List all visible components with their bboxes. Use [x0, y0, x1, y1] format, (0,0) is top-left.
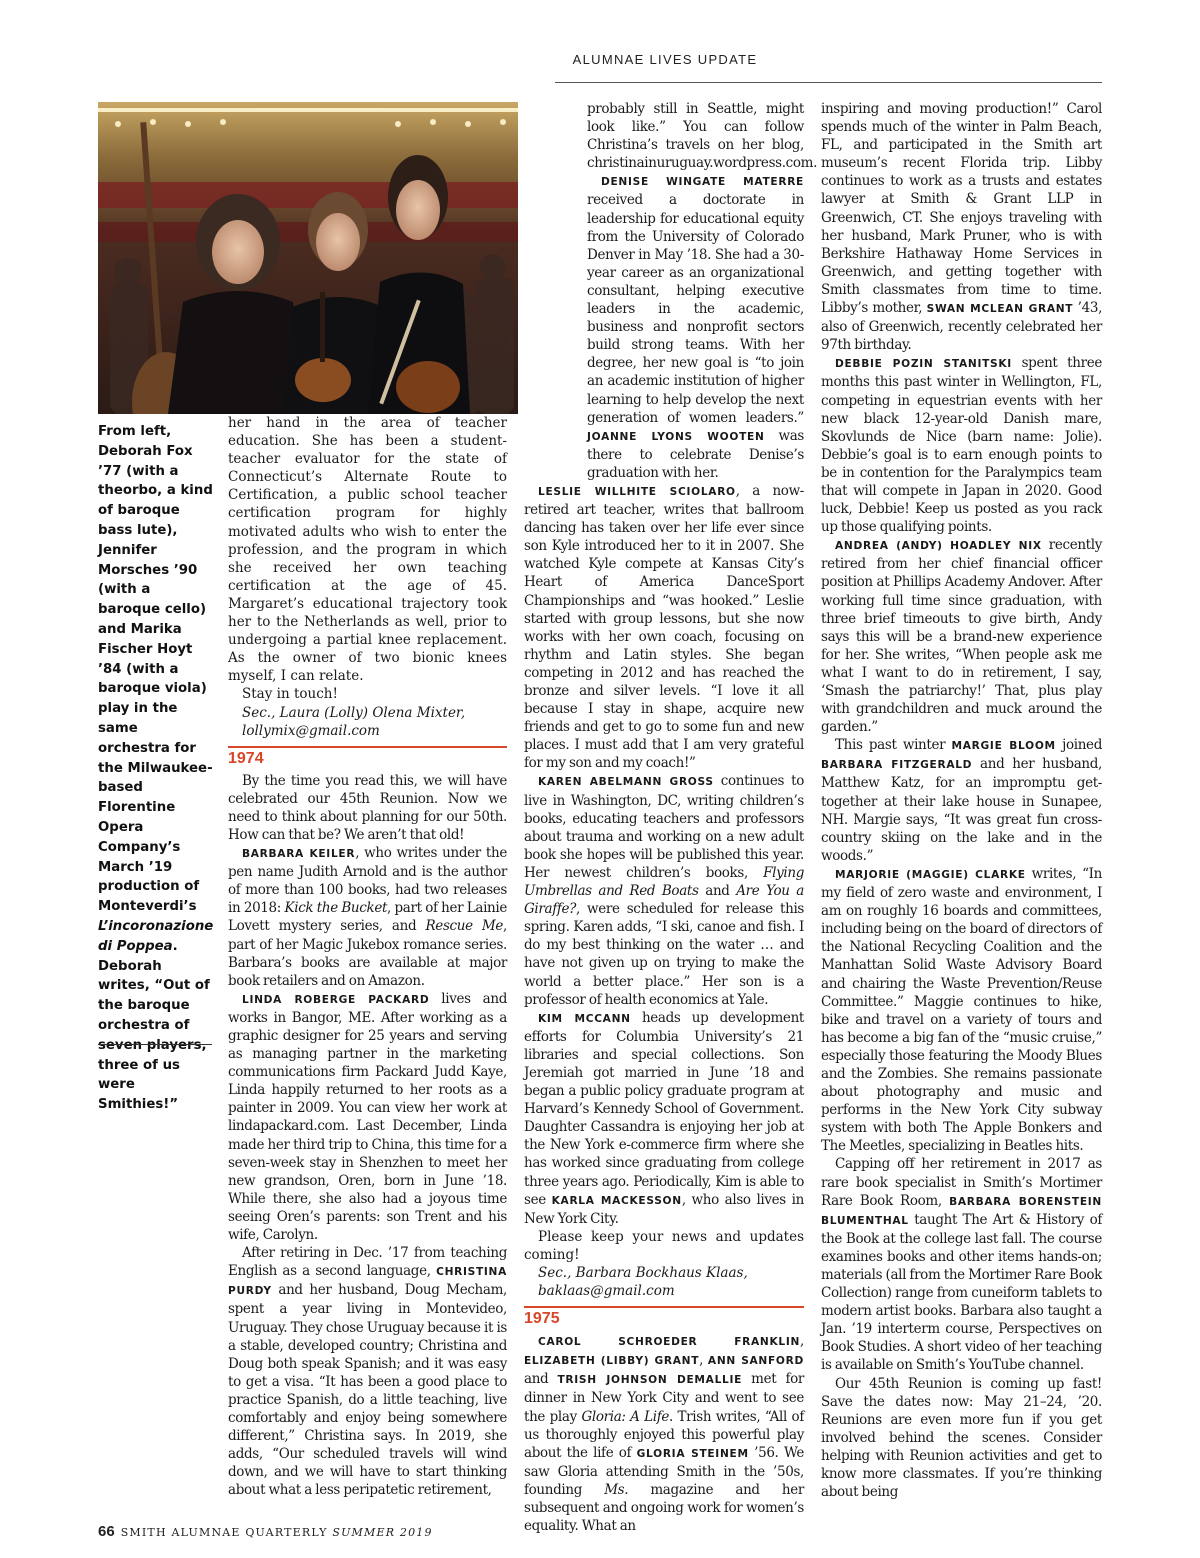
- magazine-title: Ms.: [604, 1481, 629, 1498]
- paragraph: After retiring in Dec. ’17 from teaching English as a second language, CHRISTINA PURDY and her husband, Doug Mecham, spent a year living in Montevideo, Uruguay. They chose Uruguay because it is a stable, developed country; Christina and Doug both speak Spanish; and it was easy to get a visa. “It has been a good place to practice Spanish, do a little teaching, live comfortably and enjoy being somewhere different,” Christina says. In 2019, she adds, “Our scheduled travels will wind down, and we will have to start thinking about what a less peripatetic retirement,: [228, 1245, 507, 1499]
- wrap-around-photo: [524, 100, 818, 172]
- class-year-heading: 1975: [524, 1306, 804, 1328]
- class-secretary: Sec., Barbara Bockhaus Klaas,: [538, 1265, 748, 1281]
- column-1: [228, 414, 507, 1499]
- alumna-name: DEBBIE POZIN STANITSKI: [835, 358, 1012, 371]
- page-number: 66: [98, 1523, 115, 1540]
- alumna-name: KARLA MACKESSON: [551, 1194, 682, 1207]
- play-title: Gloria: A Life: [581, 1408, 670, 1425]
- paragraph: DENISE WINGATE MATERRE received a doctorate in leadership for educational equity from the University of Colorado Denver in May ’18. She had a 30-year career as an organizational consultant, helping executive leaders in the academic, business and nonprofit sectors build strong teams. With her degree, her new goal is “to join an academic institution of higher learning to help develop the next generation of women leaders.” JOANNE LYONS WOOTEN was there to celebrate Denise’s graduation with her.: [587, 176, 805, 481]
- paragraph: Please keep your news and updates coming!: [524, 1228, 804, 1263]
- alumna-name: JOANNE LYONS WOOTEN: [587, 430, 765, 443]
- alumna-name: ANDREA (ANDY) HOADLEY NIX: [835, 540, 1042, 553]
- class-secretary: Sec., Laura (Lolly) Olena Mixter,: [242, 704, 466, 721]
- paragraph: inspiring and moving production!” Carol spends much of the winter in Palm Beach, FL, and participated in the Smith art museum’s recent Florida trip. Libby continues to work as a trusts and estates lawyer at Smith & Grant LLP in Greenwich, CT. She enjoys traveling with her husband, Mark Pruner, who is with Berkshire Hathaway Home Services in Greenwich, and getting together with Smith classmates from time to time. Libby’s mother, SWAN MCLEAN GRANT ’43, also of Greenwich, recently celebrated her 97th birthday.: [821, 101, 1103, 354]
- alumna-name: BARBARA FITZGERALD: [821, 759, 973, 772]
- paragraph: Stay in touch!: [242, 686, 338, 703]
- paragraph: This past winter MARGIE BLOOM joined BARBARA FITZGERALD and her husband, Matthew Katz, for an impromptu get-together at their lake house in Sunapee, NH. Margie says, “It was great fun cross-country skiing on the lake and in the woods.”: [821, 737, 1102, 864]
- column-2: [524, 100, 818, 1535]
- book-title: Rescue Me: [425, 918, 504, 935]
- paragraph: Capping off her retirement in 2017 as rare book specialist in Smith’s Mortimer Rare Book Room, BARBARA BORENSTEIN BLUMENTHAL taught The Art & History of the Book at the college last fall. The course examines books and other items hands-on; materials (all from the Mortimer Rare Book Collection) range from cuneiform tablets to modern artist books. Barbara also taught a Jan. ’19 interterm course, Perspectives on Book Studies. A short video of her teaching is available on Smith’s YouTube channel.: [821, 1156, 1102, 1374]
- alumna-name: CHRISTINA PURDY: [228, 1266, 507, 1298]
- caption-text-2: . Deborah writes, “Out of the baroque orchestra of seven players, three of us were Smithies!”: [98, 938, 210, 1113]
- alumna-name: LESLIE WILLHITE SCIOLARO: [538, 485, 736, 498]
- photo-caption: [98, 422, 214, 1115]
- alumna-name: BARBARA KEILER: [242, 848, 356, 861]
- paragraph: BARBARA KEILER, who writes under the pen name Judith Arnold and is the author of more than 100 books, had two releases in 2018: Kick the Bucket, part of her Lainie Lovett mystery series, and Rescue Me, part of her Magic Jukebox romance series. Barbara’s books are available at major book retailers and on Amazon.: [228, 845, 507, 989]
- alumna-name: ELIZABETH (LIBBY) GRANT: [524, 1355, 700, 1368]
- paragraph: DEBBIE POZIN STANITSKI spent three months this past winter in Wellington, FL, competing in equestrian events with her new black 12-year-old Danish mare, Skovlunds de Nice (barn name: Jolie). Debbie’s goal is to earn enough points to be in contention for the Paralympics team that will compete in Japan in 2020. Good luck, Debbie! Keep us posted as you rack up those qualifying points.: [821, 355, 1102, 536]
- alumna-name: MARJORIE (MAGGIE) CLARKE: [835, 868, 1026, 881]
- paragraph: LESLIE WILLHITE SCIOLARO, a now-retired art teacher, writes that ballroom dancing has taken over her life ever since son Kyle introduced her to it in 2007. She watched Kyle compete at Kansas City’s Heart of America DanceSport Championships and “was hooked.” Leslie started with group lessons, but she now works with her own coach, focusing on rhythm and Latin styles. She began competing in 2012 and has reached the bronze and silver levels. “I love it all because I stay in shape, acquire new friends and get to go to some fun and new places. I must add that I am very grateful for my son and my coach!”: [524, 482, 804, 772]
- book-title: Kick the Bucket: [284, 900, 388, 917]
- alumna-name: KIM MCCANN: [538, 1012, 631, 1025]
- alumna-name: KAREN ABELMANN GROSS: [538, 776, 714, 789]
- alumna-name: ANN SANFORD: [707, 1355, 804, 1368]
- alumna-name: CAROL SCHROEDER FRANKLIN: [538, 1336, 801, 1349]
- photo-musicians: [98, 102, 518, 414]
- alumna-name: DENISE WINGATE MATERRE: [601, 176, 804, 189]
- alumna-name: LINDA ROBERGE PACKARD: [242, 993, 430, 1006]
- paragraph: Our 45th Reunion is coming up fast! Save the dates now: May 21–24, ’20. Reunions are even more fun if you get involved behind the scenes. Consider helping with Reunion activities and get to know more classmates. If you’re thinking about being: [821, 1375, 1102, 1501]
- alumna-name: GLORIA STEINEM: [636, 1447, 749, 1460]
- alumna-name: TRISH JOHNSON DEMALLIE: [557, 1374, 743, 1387]
- paragraph: ANDREA (ANDY) HOADLEY NIX recently retired from her chief financial officer position at Phillips Academy Andover. After working full time since graduation, with three brief timeouts to give birth, Andy says this will be a brand-new experience for her. She writes, “When people ask me what I want to do in retirement, I say, ‘Smash the patriarchy!’ That, plus play with grandchildren and muck around the garden.”: [821, 537, 1102, 736]
- class-secretary-email: lollymix@gmail.com: [242, 722, 380, 739]
- column-3: [821, 100, 1102, 1501]
- paragraph: KAREN ABELMANN GROSS continues to live in Washington, DC, writing children’s books, educating teachers and professors about trauma and working on a new adult book she hopes will be published this year. Her newest children’s books, Flying Umbrellas and Red Boats and Are You a Giraffe?, were scheduled for release this spring. Karen adds, “I ski, canoe and fish. I do my best thinking on the water … and have not given up on trying to make the world a better place.” Her son is a professor of health economics at Yale.: [524, 773, 804, 1008]
- caption-rule: [98, 1044, 212, 1045]
- paragraph: her hand in the area of teacher education. She has been a student-teacher evaluator for the state of Connecticut’s Alternate Route to Certification, a public school teacher certification program for highly motivated adults who wish to enter the profession, and the program in which she received her own teaching certification at the age of 45. Margaret’s educational trajectory took her to the Netherlands as well, prior to undergoing a partial knee replacement. As the owner of two bionic knees myself, I can relate.: [228, 415, 507, 685]
- alumna-name: SWAN MCLEAN GRANT: [926, 303, 1074, 316]
- folio: [98, 1523, 433, 1540]
- paragraph: LINDA ROBERGE PACKARD lives and works in Bangor, ME. After working as a graphic designer for 25 years and serving as managing partner in the marketing communications firm Packard Judd Kaye, Linda happily returned to her roots as a painter in 2009. You can view her work at lindapackard.com. Last December, Linda made her third trip to China, this time for a seven-week stay in Shenzhen to meet her new grandson, Oren, born in June ’18. While there, she also had a joyous time seeing Oren’s parents: son Trent and his wife, Carolyn.: [228, 990, 507, 1244]
- paragraph: By the time you read this, we will have celebrated our 45th Reunion. Now we need to think about planning for our 50th. How can that be? We aren’t that old!: [228, 772, 507, 843]
- class-year-heading: 1974: [228, 746, 507, 768]
- alumna-name: BARBARA BORENSTEIN BLUMENTHAL: [821, 1195, 1102, 1227]
- alumna-name: MARGIE BLOOM: [951, 740, 1056, 753]
- caption-text-1: From left, Deborah Fox ’77 (with a theorbo, a kind of baroque bass lute), Jennifer Morsches ’90 (with a baroque cello) and Marika Fischer Hoyt ’84 (with a baroque viola) play in the same orchestra for the Milwaukee-based Florentine Opera Company’s March ’19 production of Monteverdi’s: [98, 424, 213, 915]
- book-title: Are You a Giraffe?: [524, 883, 804, 918]
- paragraph: MARJORIE (MAGGIE) CLARKE writes, “In my field of zero waste and environment, I am on roughly 16 boards and committees, including being on the board of directors of the National Recycling Coalition and the Manhattan Solid Waste Advisory Board and chairing the Waste Prevention/Reuse Committee.” Maggie continues to hike, bike and travel on a variety of tours and has become a big fan of the “music cruise,” especially those featuring the Moody Blues and the Zombies. She remains passionate about photography and music and performs in the New York City subway system with both The Apple Bonkers and The Meetles, specializing in Beatles hits.: [821, 865, 1102, 1155]
- magazine-name: SMITH ALUMNAE QUARTERLY: [120, 1526, 328, 1539]
- class-secretary-email: baklaas@gmail.com: [538, 1283, 675, 1300]
- header-rule: [555, 82, 1102, 83]
- paragraph: CAROL SCHROEDER FRANKLIN, ELIZABETH (LIBBY) GRANT, ANN SANFORD and TRISH JOHNSON DEMALLIE met for dinner in New York City and went to see the play Gloria: A Life. Trish writes, “All of us thoroughly enjoyed this powerful play about the life of GLORIA STEINEM ’56. We saw Gloria attending Smith in the ’50s, founding Ms. magazine and her subsequent and ongoing work for women’s equality. What an: [524, 1333, 805, 1535]
- paragraph: KIM MCCANN heads up development efforts for Columbia University’s 21 libraries and special collections. Son Jeremiah got married in June ’18 and began a public policy graduate program at Harvard’s Kennedy School of Government. Daughter Cassandra is enjoying her job at the New York e-commerce firm where she has worked since graduating from college three years ago. Periodically, Kim is able to see KARLA MACKESSON, who also lives in New York City.: [524, 1009, 804, 1227]
- issue-date: SUMMER 2019: [332, 1526, 433, 1539]
- running-head: ALUMNAE LIVES UPDATE: [572, 52, 758, 67]
- book-title: Flying Umbrellas and Red Boats: [524, 864, 804, 900]
- caption-opera-title: L’incoronazione di Poppea: [98, 918, 214, 954]
- photo-illustration: [98, 102, 518, 414]
- paragraph: probably still in Seattle, might look like.” You can follow Christina’s travels on her blog, christinainuruguay.wordpress.com.: [587, 101, 818, 172]
